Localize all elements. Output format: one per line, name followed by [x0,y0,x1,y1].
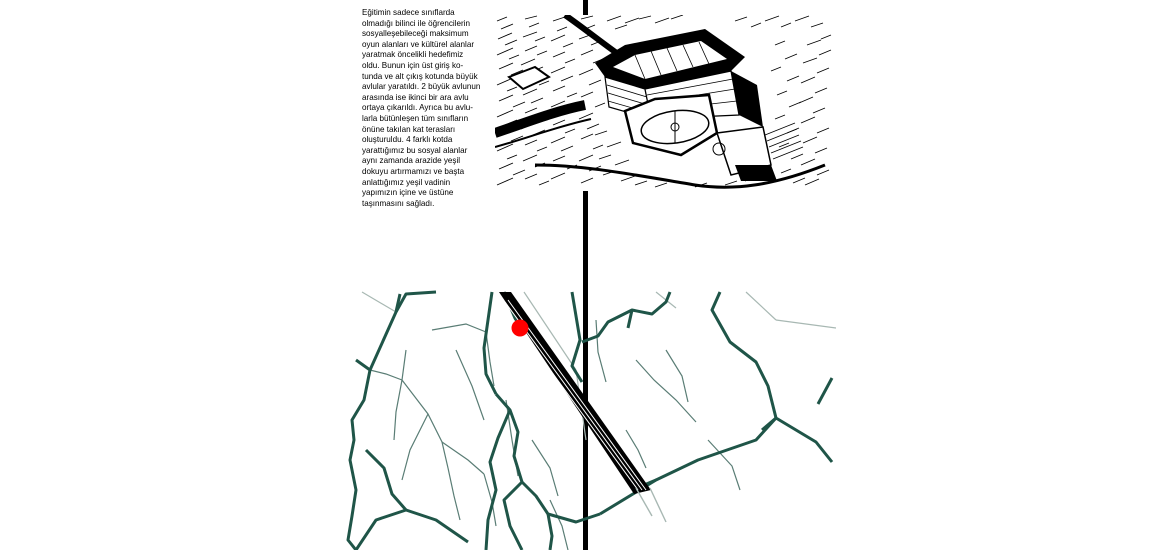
description-line: Eğitimin sadece sınıflarda [362,8,455,17]
description-line: önüne takılan kat terasları [362,124,456,134]
building-perspective-render [495,15,835,191]
description-line: oldu. Bunun için üst giriş ko- [362,60,464,70]
description-line: oluşturuldu. 4 farklı kotda [362,135,453,145]
site-road-map [336,290,836,550]
description-line: dokuyu artırmamızı ve başta [362,166,465,176]
description-line: yarattığımız bu sosyal alanlar [362,145,468,155]
description-line: oyun alanları ve kültürel alanlar [362,39,475,49]
description-line: arasında ise ikinci bir ara avlu [362,92,469,102]
description-line: yaratmak öncelikli hedefimiz [362,50,464,60]
description-line: avlular yaratıldı. 2 büyük avlunun [362,82,481,92]
description-line: larla bütünleşen tüm sınıfların [362,113,469,123]
site-location-marker [512,320,529,337]
highway-extension [636,488,666,522]
description-line: olmadığı bilinci ile öğrencilerin [362,18,470,28]
description-text [362,8,490,209]
description-line: taşınmasını sağladı. [362,198,435,208]
description-line: ortaya çıkarıldı. Ayrıca bu avlu- [362,103,473,113]
description-line: anlattığımız yeşil vadinin [362,177,451,187]
description-line: sosyalleşebileceği maksimum [362,29,469,39]
description-line: aynı zamanda arazide yeşil [362,156,461,166]
description-line: yapımızın içine ve üstüne [362,188,454,198]
building-base [735,165,777,181]
description-line: tunda ve alt çıkış kotunda büyük [362,71,478,81]
